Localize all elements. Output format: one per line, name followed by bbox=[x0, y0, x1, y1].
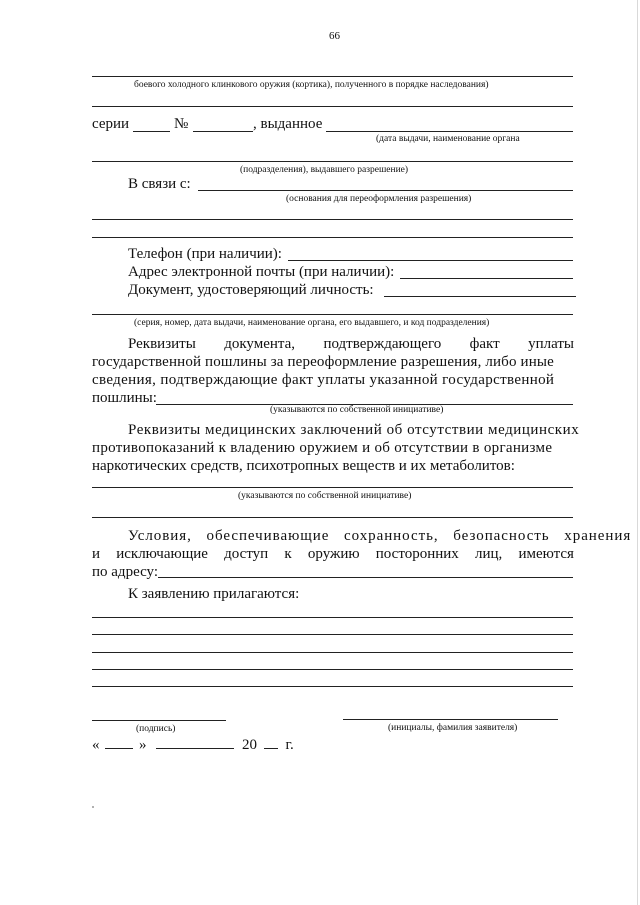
duty-paragraph-line-4: пошлины: bbox=[92, 390, 157, 406]
conditions-word: оружию bbox=[307, 546, 360, 562]
date-year-prefix: 20 bbox=[242, 737, 257, 753]
duty-word: уплаты bbox=[528, 336, 574, 352]
email-field[interactable] bbox=[400, 278, 573, 279]
id-document-label: Документ, удостоверяющий личность: bbox=[128, 282, 374, 298]
attachment-field-3[interactable] bbox=[92, 652, 573, 653]
issued-label: , выданное bbox=[253, 116, 323, 132]
id-document-field[interactable] bbox=[384, 296, 576, 297]
date-close-quote: » bbox=[139, 737, 147, 753]
date-day-field[interactable] bbox=[105, 736, 133, 749]
medical-field[interactable] bbox=[92, 487, 573, 488]
number-sign: № bbox=[174, 116, 189, 132]
weapon-hint: боевого холодного клинкового оружия (кортика), полученного в порядке наследования) bbox=[134, 80, 489, 90]
series-field[interactable] bbox=[133, 131, 170, 132]
initials-hint: (инициалы, фамилия заявителя) bbox=[388, 723, 518, 733]
issuing-authority-field[interactable] bbox=[92, 161, 573, 162]
conditions-paragraph-line-2 bbox=[92, 546, 574, 563]
phone-field[interactable] bbox=[288, 260, 573, 261]
phone-label: Телефон (при наличии): bbox=[128, 246, 282, 262]
conditions-word: лиц, bbox=[474, 546, 503, 562]
reason-field-line-3[interactable] bbox=[92, 237, 573, 238]
conditions-word: и bbox=[92, 546, 101, 562]
medical-field-line-2[interactable] bbox=[92, 517, 573, 518]
scan-edge bbox=[637, 0, 638, 905]
weapon-field[interactable] bbox=[92, 76, 573, 77]
medical-paragraph-line-1: Реквизиты медицинских заключений об отсутствии медицинских bbox=[128, 422, 580, 438]
conditions-paragraph-line-3: по адресу: bbox=[92, 564, 159, 580]
issue-hint: (дата выдачи, наименование органа bbox=[376, 134, 520, 144]
attachments-label: К заявлению прилагаются: bbox=[128, 586, 300, 602]
date-row bbox=[92, 736, 294, 754]
attachment-field-4[interactable] bbox=[92, 669, 573, 670]
attachment-field-5[interactable] bbox=[92, 686, 573, 687]
weapon-field-continued[interactable] bbox=[92, 106, 573, 107]
duty-word: подтверждающего bbox=[323, 336, 442, 352]
duty-paragraph-line-2: государственной пошлины за переоформление разрешения, либо иные bbox=[92, 354, 554, 370]
conditions-word: доступ bbox=[224, 546, 269, 562]
conditions-paragraph-line-1: Условия, обеспечивающие сохранность, безопасность хранения bbox=[128, 528, 632, 544]
issued-field[interactable] bbox=[326, 131, 573, 132]
number-field[interactable] bbox=[193, 131, 253, 132]
email-label: Адрес электронной почты (при наличии): bbox=[128, 264, 395, 280]
attachment-field-2[interactable] bbox=[92, 634, 573, 635]
duty-paragraph-line-3: сведения, подтверждающие факт уплаты указанной государственной bbox=[92, 372, 555, 388]
scan-speck bbox=[92, 806, 94, 808]
attachment-field-1[interactable] bbox=[92, 617, 573, 618]
initiative-hint-medical: (указываются по собственной инициативе) bbox=[238, 491, 412, 501]
duty-word: документа, bbox=[224, 336, 296, 352]
applicant-name-field[interactable] bbox=[343, 719, 558, 720]
date-year-suffix: г. bbox=[285, 737, 294, 753]
date-month-field[interactable] bbox=[156, 736, 234, 749]
id-document-field-line-2[interactable] bbox=[92, 314, 573, 315]
id-document-hint: (серия, номер, дата выдачи, наименование органа, его выдавшего, и код подразделения) bbox=[134, 318, 490, 328]
subdivision-hint: (подразделения), выдавшего разрешение) bbox=[240, 165, 409, 175]
reason-hint: (основания для переоформления разрешения) bbox=[286, 194, 472, 204]
duty-paragraph-line-1 bbox=[128, 336, 574, 353]
signature-field[interactable] bbox=[92, 720, 226, 721]
reason-label: В связи с: bbox=[128, 176, 191, 192]
conditions-word: к bbox=[284, 546, 292, 562]
reason-field-line-2[interactable] bbox=[92, 219, 573, 220]
reason-field[interactable] bbox=[198, 190, 573, 191]
conditions-word: имеются bbox=[518, 546, 574, 562]
duty-word: Реквизиты bbox=[128, 336, 196, 352]
date-year-field[interactable] bbox=[264, 736, 278, 749]
medical-paragraph-line-2: противопоказаний к владению оружием и об отсутствии в организме bbox=[92, 440, 553, 456]
conditions-word: посторонних bbox=[375, 546, 459, 562]
conditions-word: исключающие bbox=[116, 546, 208, 562]
initiative-hint-duty: (указываются по собственной инициативе) bbox=[270, 405, 444, 415]
medical-paragraph-line-3: наркотических средств, психотропных веществ и их метаболитов: bbox=[92, 458, 515, 474]
date-open-quote: « bbox=[92, 737, 100, 753]
duty-word: факт bbox=[469, 336, 500, 352]
page-number: 66 bbox=[329, 30, 340, 42]
signature-hint: (подпись) bbox=[136, 724, 176, 734]
series-label: серии bbox=[92, 116, 130, 132]
address-field[interactable] bbox=[158, 577, 573, 578]
